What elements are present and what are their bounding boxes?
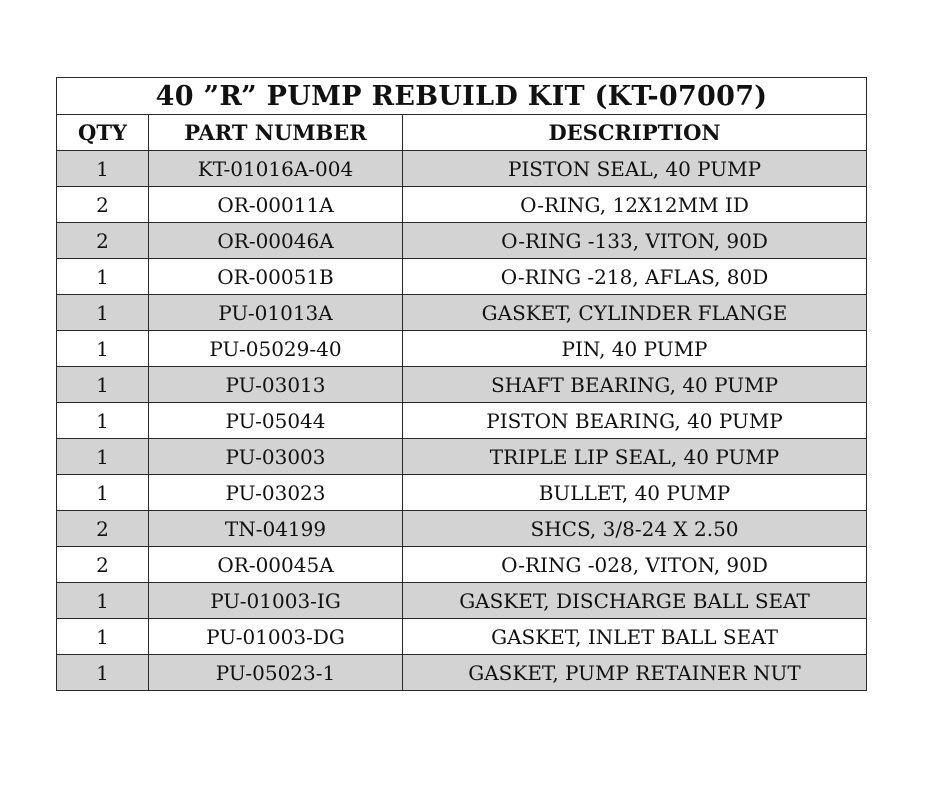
part-number-cell: OR-00051B — [149, 259, 403, 295]
table-row — [57, 439, 867, 475]
table-row — [57, 187, 867, 223]
table-row — [57, 151, 867, 187]
table-row — [57, 511, 867, 547]
part-number-cell: PU-03003 — [149, 439, 403, 475]
qty-cell: 1 — [57, 655, 149, 691]
part-number-cell: PU-05029-40 — [149, 331, 403, 367]
description-cell: BULLET, 40 PUMP — [403, 475, 867, 511]
qty-cell: 2 — [57, 187, 149, 223]
qty-cell: 1 — [57, 367, 149, 403]
description-header: DESCRIPTION — [403, 115, 867, 151]
part-number-cell: OR-00046A — [149, 223, 403, 259]
description-cell: O-RING -218, AFLAS, 80D — [403, 259, 867, 295]
table-row — [57, 547, 867, 583]
description-cell: PIN, 40 PUMP — [403, 331, 867, 367]
table-row — [57, 655, 867, 691]
table-row — [57, 259, 867, 295]
table-row — [57, 583, 867, 619]
rebuild-kit-table — [56, 77, 867, 691]
table-title: 40 ”R” PUMP REBUILD KIT (KT-07007) — [57, 78, 867, 115]
qty-cell: 1 — [57, 619, 149, 655]
part-number-cell: OR-00045A — [149, 547, 403, 583]
description-cell: PISTON SEAL, 40 PUMP — [403, 151, 867, 187]
part-number-header: PART NUMBER — [149, 115, 403, 151]
description-cell: GASKET, CYLINDER FLANGE — [403, 295, 867, 331]
qty-cell: 1 — [57, 259, 149, 295]
qty-cell: 1 — [57, 439, 149, 475]
qty-cell: 1 — [57, 583, 149, 619]
description-cell: O-RING, 12X12MM ID — [403, 187, 867, 223]
table-row — [57, 331, 867, 367]
qty-cell: 1 — [57, 151, 149, 187]
description-cell: O-RING -133, VITON, 90D — [403, 223, 867, 259]
qty-cell: 2 — [57, 223, 149, 259]
part-number-cell: TN-04199 — [149, 511, 403, 547]
part-number-cell: OR-00011A — [149, 187, 403, 223]
part-number-cell: PU-01013A — [149, 295, 403, 331]
table-row — [57, 619, 867, 655]
part-number-cell: PU-01003-DG — [149, 619, 403, 655]
description-cell: TRIPLE LIP SEAL, 40 PUMP — [403, 439, 867, 475]
description-cell: O-RING -028, VITON, 90D — [403, 547, 867, 583]
description-cell: GASKET, PUMP RETAINER NUT — [403, 655, 867, 691]
qty-header: QTY — [57, 115, 149, 151]
part-number-cell: PU-03023 — [149, 475, 403, 511]
table-row — [57, 403, 867, 439]
table-body — [57, 151, 867, 691]
part-number-cell: PU-05044 — [149, 403, 403, 439]
qty-cell: 1 — [57, 331, 149, 367]
qty-cell: 1 — [57, 475, 149, 511]
qty-cell: 2 — [57, 511, 149, 547]
part-number-cell: PU-03013 — [149, 367, 403, 403]
description-cell: GASKET, INLET BALL SEAT — [403, 619, 867, 655]
table-title-row — [57, 78, 867, 115]
table-row — [57, 223, 867, 259]
table-row — [57, 475, 867, 511]
part-number-cell: PU-01003-IG — [149, 583, 403, 619]
description-cell: SHCS, 3/8-24 X 2.50 — [403, 511, 867, 547]
table-header-row — [57, 115, 867, 151]
qty-cell: 2 — [57, 547, 149, 583]
part-number-cell: PU-05023-1 — [149, 655, 403, 691]
part-number-cell: KT-01016A-004 — [149, 151, 403, 187]
description-cell: GASKET, DISCHARGE BALL SEAT — [403, 583, 867, 619]
table-row — [57, 367, 867, 403]
qty-cell: 1 — [57, 295, 149, 331]
table-row — [57, 295, 867, 331]
description-cell: PISTON BEARING, 40 PUMP — [403, 403, 867, 439]
qty-cell: 1 — [57, 403, 149, 439]
description-cell: SHAFT BEARING, 40 PUMP — [403, 367, 867, 403]
